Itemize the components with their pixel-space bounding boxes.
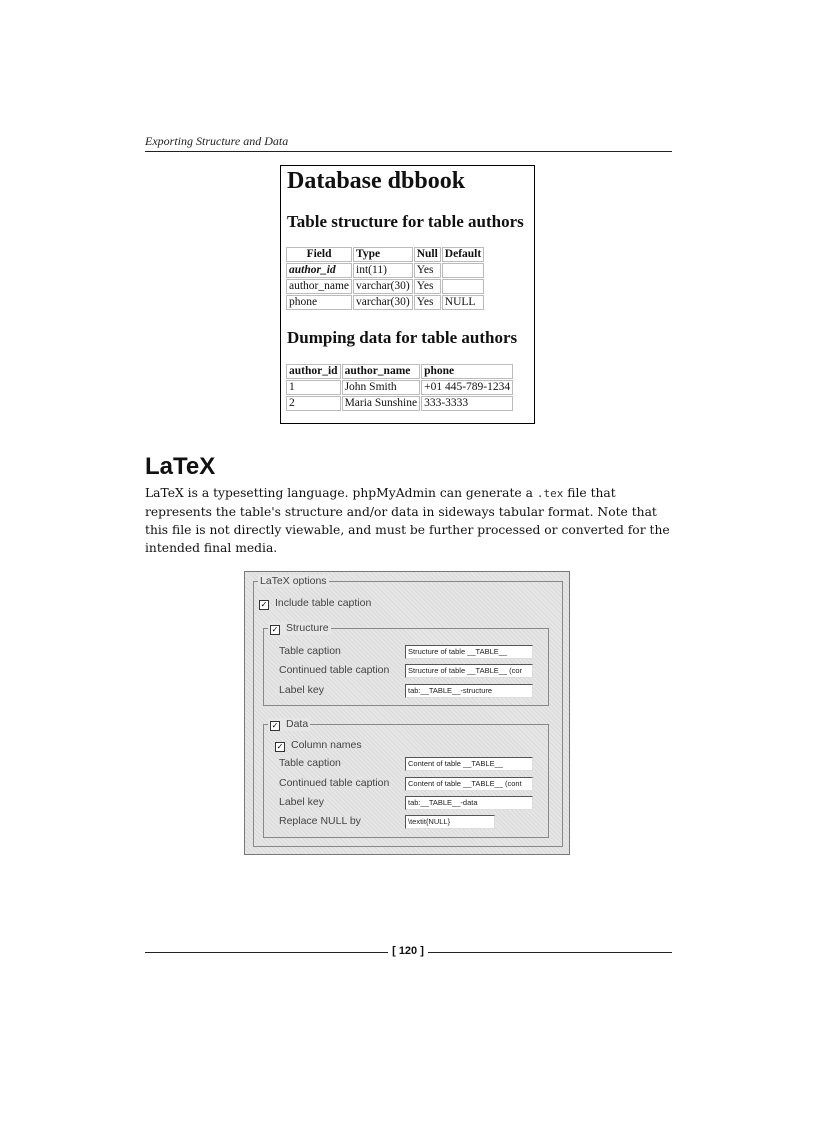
table-row [286,380,513,395]
running-head: Exporting Structure and Data [145,134,672,152]
include-caption-checkbox[interactable]: ✓ [260,600,268,609]
table-cell: author_id [286,263,352,278]
paragraph-text: file that represents the table's structure and/or data in sideways tabular format. Note that this file is not directly viewable, and must be further processed or converted for the intended final media. [145,486,670,555]
section-title: LaTeX [145,453,216,480]
data-table-caption-label: Table caption [279,757,341,769]
latex-options-legend: LaTeX options [260,575,327,587]
table-cell: varchar(30) [353,295,413,310]
header-cell: author_id [286,364,341,379]
structure-label-key-input[interactable]: tab:__TABLE__-structure [405,684,533,698]
data-continued-caption-label: Continued table caption [279,777,390,789]
body-paragraph [145,484,675,557]
data-legend[interactable] [268,718,310,731]
header-cell: Field [286,247,352,262]
structure-table-caption-input[interactable]: Structure of table __TABLE__ [405,645,533,659]
html-export-preview-figure [280,165,535,424]
table-cell: Maria Sunshine [342,396,421,411]
structure-continued-caption-input[interactable]: Structure of table __TABLE__ (cor [405,664,533,678]
table-cell: +01 445-789-1234 [421,380,513,395]
table-cell: 333-3333 [421,396,513,411]
table-cell: NULL [442,295,484,310]
structure-legend-label: Structure [286,622,329,634]
data-continued-caption-input[interactable]: Content of table __TABLE__ (cont [405,777,533,791]
table-cell: Yes [414,295,441,310]
structure-header-row [286,247,484,262]
data-checkbox[interactable]: ✓ [271,721,279,730]
latex-options-panel [244,571,570,855]
footer-rule-left [145,952,388,953]
table-cell: 2 [286,396,341,411]
header-cell: phone [421,364,513,379]
data-table [285,363,514,412]
include-caption-label: Include table caption [275,597,372,609]
table-row [286,295,484,310]
data-label-key-input[interactable]: tab:__TABLE__-data [405,796,533,810]
data-label-key-label: Label key [279,796,324,808]
column-names-label: Column names [291,739,362,751]
table-cell: int(11) [353,263,413,278]
paragraph-text: LaTeX is a typesetting language. phpMyAdmin can generate a [145,486,537,500]
table-row [286,279,484,294]
table-cell: varchar(30) [353,279,413,294]
table-cell [442,263,484,278]
header-cell: author_name [342,364,421,379]
structure-legend[interactable] [268,622,331,635]
data-legend-label: Data [286,718,309,730]
structure-checkbox[interactable]: ✓ [271,625,279,634]
include-caption-option[interactable] [259,597,371,610]
page-number: [ 120 ] [392,945,424,957]
column-names-checkbox[interactable]: ✓ [276,742,284,751]
structure-label-key-label: Label key [279,684,324,696]
header-cell: Default [442,247,484,262]
structure-table-caption-label: Table caption [279,645,341,657]
table-cell: 1 [286,380,341,395]
table-cell: Yes [414,279,441,294]
inline-code: .tex [536,487,564,500]
table-cell: John Smith [342,380,421,395]
structure-heading: Table structure for table authors [287,212,524,231]
structure-table [285,246,485,311]
header-cell: Null [414,247,441,262]
header-cell: Type [353,247,413,262]
data-header-row [286,364,513,379]
table-cell: Yes [414,263,441,278]
table-row [286,263,484,278]
column-names-option[interactable] [275,739,362,752]
database-title: Database dbbook [287,168,466,194]
table-cell [442,279,484,294]
data-heading: Dumping data for table authors [287,328,518,347]
footer-rule-right [428,952,672,953]
structure-continued-caption-label: Continued table caption [279,664,390,676]
table-cell: phone [286,295,352,310]
table-row [286,396,513,411]
replace-null-label: Replace NULL by [279,815,361,827]
table-cell: author_name [286,279,352,294]
replace-null-input[interactable]: \textit{NULL} [405,815,495,829]
data-table-caption-input[interactable]: Content of table __TABLE__ [405,757,533,771]
